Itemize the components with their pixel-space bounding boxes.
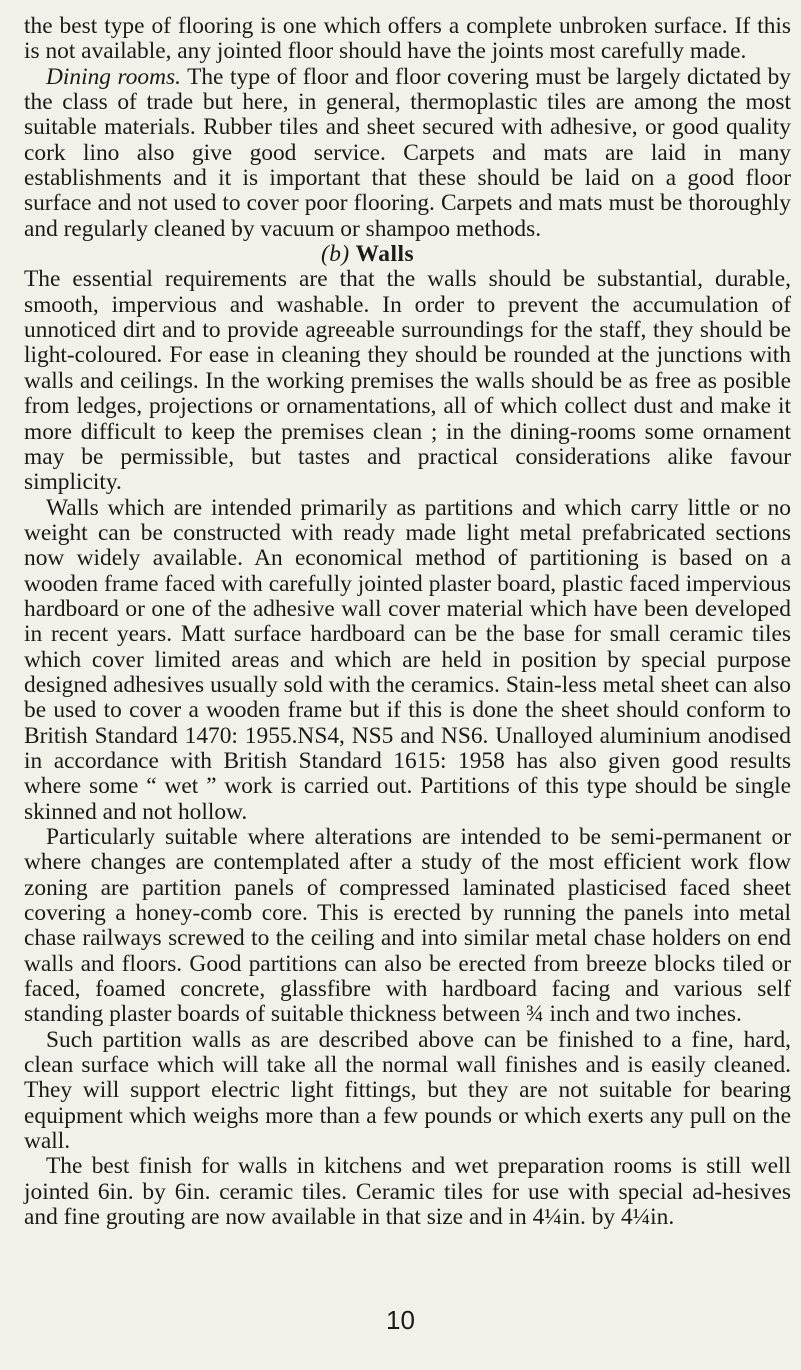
paragraph-semi-permanent-partitions: Particularly suitable where alterations are intended to be semi-permanent or where changes are contemplated after a study of the most efficient work flow zoning are partition panels of compressed laminated plasticised faced sheet covering a honey-comb core. This is erected by running the panels into metal chase railways screwed to the ceiling and into similar metal chase holders on end walls and floors. Good partitions can also be erected from breeze blocks tiled or faced, foamed concrete, glassfibre with hardboard facing and various self standing plaster boards of suitable thickness between ¾ inch and two inches.: [24, 824, 791, 1028]
page-number: 10: [386, 1305, 415, 1335]
paragraph-walls-requirements: The essential requirements are that the walls should be substantial, durable, smooth, impervious and washable. In order to prevent the accumulation of unnoticed dirt and to provide agreeable surroundings for the staff, they should be light-coloured. For ease in cleaning they should be rounded at the junctions with walls and ceilings. In the working premises the walls should be as free as posible from ledges, projections or ornamentations, all of which collect dust and make it more difficult to keep the premises clean ; in the dining-rooms some ornament may be permissible, but tastes and practical considerations alike favour simplicity.: [24, 266, 791, 496]
section-number: (b): [320, 241, 350, 268]
paragraph-partition-finishes: Such partition walls as are described above can be finished to a fine, hard, clean surface which will take all the normal wall finishes and is easily cleaned. They will support electric light fittings, but they are not suitable for bearing equipment which weighs more than a few pounds or which exerts any pull on the wall.: [24, 1026, 791, 1155]
paragraph-dining-rooms: [24, 65, 791, 242]
paragraph-floor-continued: the best type of flooring is one which offers a complete unbroken surface. If this is not available, any jointed floor should have the joints most carefully made.: [24, 13, 791, 65]
run-in-heading-dining-rooms: Dining rooms.: [46, 63, 181, 90]
paragraph-partition-walls: Walls which are intended primarily as partitions and which carry little or no weight can be constructed with ready made light metal prefabricated sections now widely available. An economical method of partitioning is based on a wooden frame faced with carefully jointed plaster board, plastic faced impervious hardboard or one of the adhesive wall cover material which have been developed in recent years. Matt surface hardboard can be the base for small ceramic tiles which cover limited areas and which are held in position by special purpose designed adhesives usually sold with the ceramics. Stain-less metal sheet can also be used to cover a wooden frame but if this is done the sheet should conform to British Standard 1470: 1955.NS4, NS5 and NS6. Unalloyed aluminium anodised in accordance with British Standard 1615: 1958 has also given good results where some “ wet ” work is carried out. Partitions of this type should be single skinned and not hollow.: [24, 494, 791, 825]
section-heading-walls: [0, 242, 751, 267]
paragraph-kitchen-walls: The best finish for walls in kitchens and wet preparation rooms is still well jointed 6in. by 6in. ceramic tiles. Ceramic tiles for use with special ad-hesives and fine grouting are now available in that size and in 4¼in. by 4¼in.: [24, 1153, 791, 1231]
dining-rooms-body: The type of floor and floor covering must be largely dictated by the class of trade but here, in general, thermoplastic tiles are among the most suitable materials. Rubber tiles and sheet secured with adhesive, or good quality cork lino also give good service. Carpets and mats are laid in many establishments and it is important that these should be laid on a good floor surface and not used to cover poor flooring. Carpets and mats must be thoroughly and regularly cleaned by vacuum or shampoo methods.: [24, 63, 791, 242]
section-title: Walls: [355, 241, 415, 268]
text-column: [24, 14, 791, 1231]
